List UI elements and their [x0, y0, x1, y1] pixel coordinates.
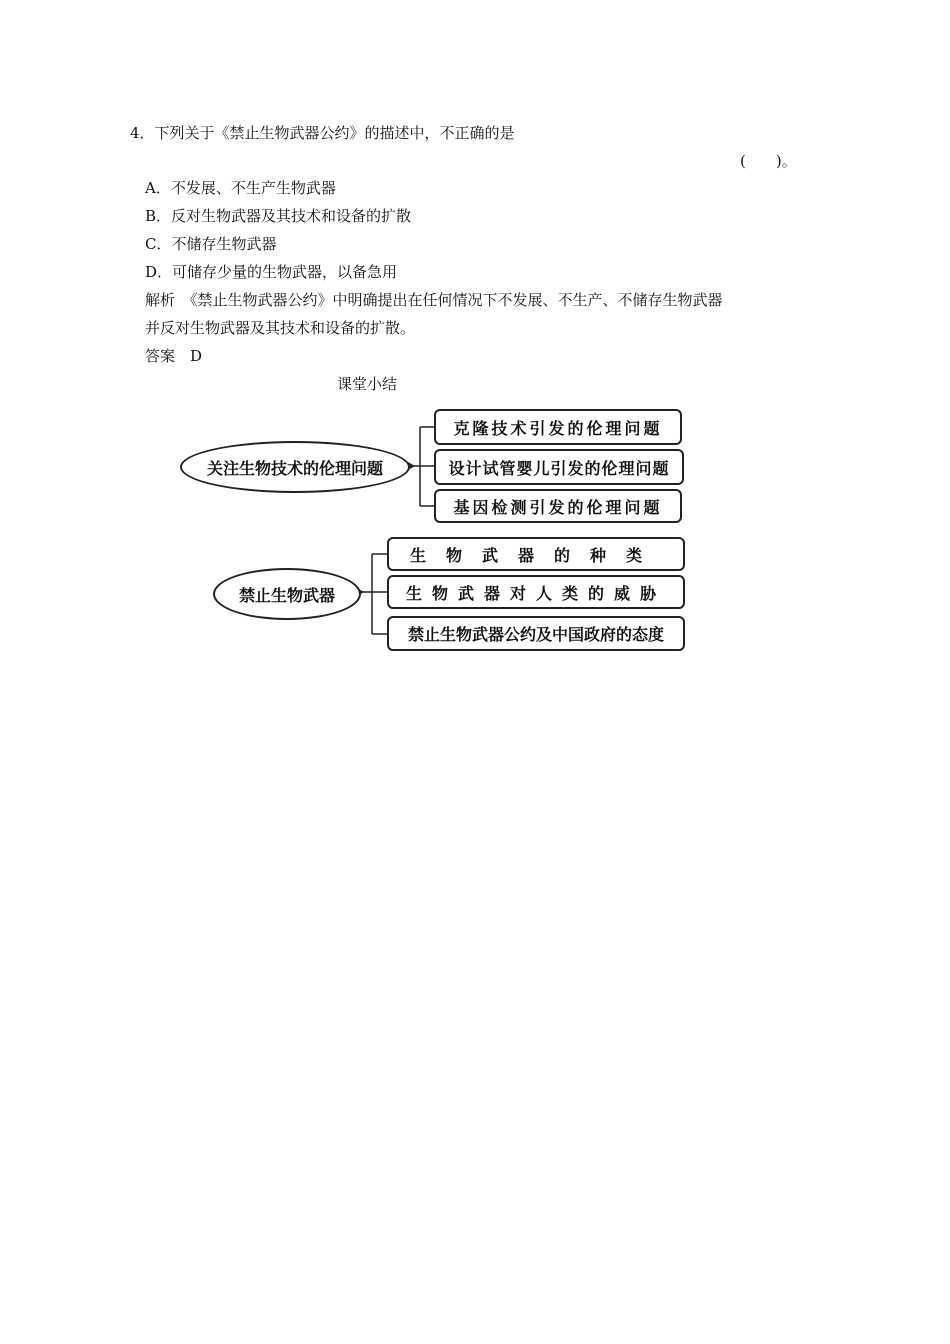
root-ethics-label: 关注生物技术的伦理问题: [206, 458, 383, 478]
option-b: B．反对生物武器及其技术和设备的扩散: [145, 207, 412, 225]
branch-types-label: 生物武器的种类: [409, 545, 662, 565]
question-stem: 4．下列关于《禁止生物武器公约》的描述中，不正确的是: [130, 124, 515, 142]
summary-title: 课堂小结: [337, 375, 398, 393]
branch-convention-label: 禁止生物武器公约及中国政府的态度: [407, 625, 664, 644]
option-d: D．可储存少量的生物武器，以备急用: [145, 263, 398, 281]
branch-cloning-node: [434, 409, 682, 445]
option-a: A．不发展、不生产生物武器: [145, 179, 336, 197]
branch-threat-node: [387, 575, 685, 609]
analysis-line-2: 并反对生物武器及其技术和设备的扩散。: [145, 319, 416, 337]
branch-cloning-label: 克隆技术引发的伦理问题: [453, 418, 663, 438]
option-c: C．不储存生物武器: [145, 235, 277, 253]
branch-gene-test-label: 基因检测引发的伦理问题: [453, 497, 663, 517]
branch-types-node: [387, 537, 685, 571]
branch-gene-test-node: [434, 489, 682, 523]
answer-blank: ( )。: [740, 152, 797, 170]
branch-ivf-node: [434, 449, 684, 485]
branch-ivf-label: 设计试管婴儿引发的伦理问题: [448, 458, 670, 478]
branch-threat-label: 生物武器对人类的威胁: [405, 583, 666, 603]
analysis-line-1: 解析 《禁止生物武器公约》中明确提出在任何情况下不发展、不生产、不储存生物武器: [145, 291, 723, 309]
root-bioweapon-label: 禁止生物武器: [238, 585, 335, 605]
branch-convention-node: [387, 616, 685, 651]
root-bioweapon-node: [213, 568, 361, 620]
answer-text: 答案 D: [145, 347, 203, 365]
root-ethics-node: [180, 441, 410, 493]
